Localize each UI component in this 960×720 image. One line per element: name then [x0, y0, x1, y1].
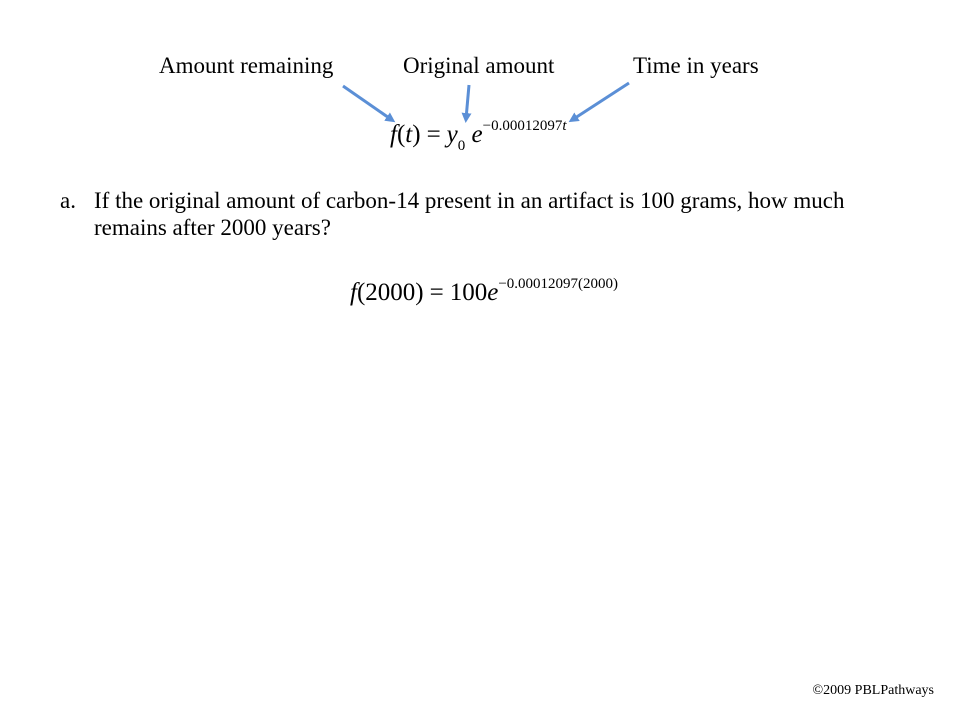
arrow-amount-remaining — [343, 86, 392, 120]
formula-specific-func: f — [350, 279, 357, 306]
question-letter: a. — [60, 188, 76, 213]
formula-var: t — [405, 121, 413, 148]
formula-specific-coef: 100 — [449, 279, 488, 306]
label-original-amount: Original amount — [403, 53, 555, 78]
formula-specific-arg: (2000) — [356, 279, 424, 306]
label-time-in-years: Time in years — [633, 53, 759, 78]
formula-func: f — [390, 121, 397, 148]
formula-specific-equals: = — [429, 279, 444, 306]
formula-exponent-var: t — [562, 118, 567, 134]
formula-equals: = — [426, 121, 441, 148]
arrow-original-amount — [466, 85, 469, 119]
formula-specific — [350, 276, 619, 306]
formula-exponent — [483, 118, 567, 134]
formula-open-paren: ( — [396, 121, 406, 148]
formula-exponent-const: −0.00012097 — [482, 118, 563, 134]
arrow-time-in-years — [572, 83, 629, 120]
question-text: If the original amount of carbon-14 present in an artifact is 100 grams, how much remains after 2000 years? — [94, 188, 845, 240]
formula-coef: y — [446, 121, 458, 148]
formula-close-paren: ) — [412, 121, 421, 148]
formula-coef-sub: 0 — [457, 138, 466, 154]
formula-specific-base: e — [487, 279, 499, 306]
formula-general — [390, 118, 567, 154]
copyright-notice: ©2009 PBLPathways — [812, 683, 934, 698]
formula-specific-exponent: −0.00012097(2000) — [498, 276, 619, 292]
formula-base: e — [471, 121, 483, 148]
label-amount-remaining: Amount remaining — [159, 53, 334, 78]
